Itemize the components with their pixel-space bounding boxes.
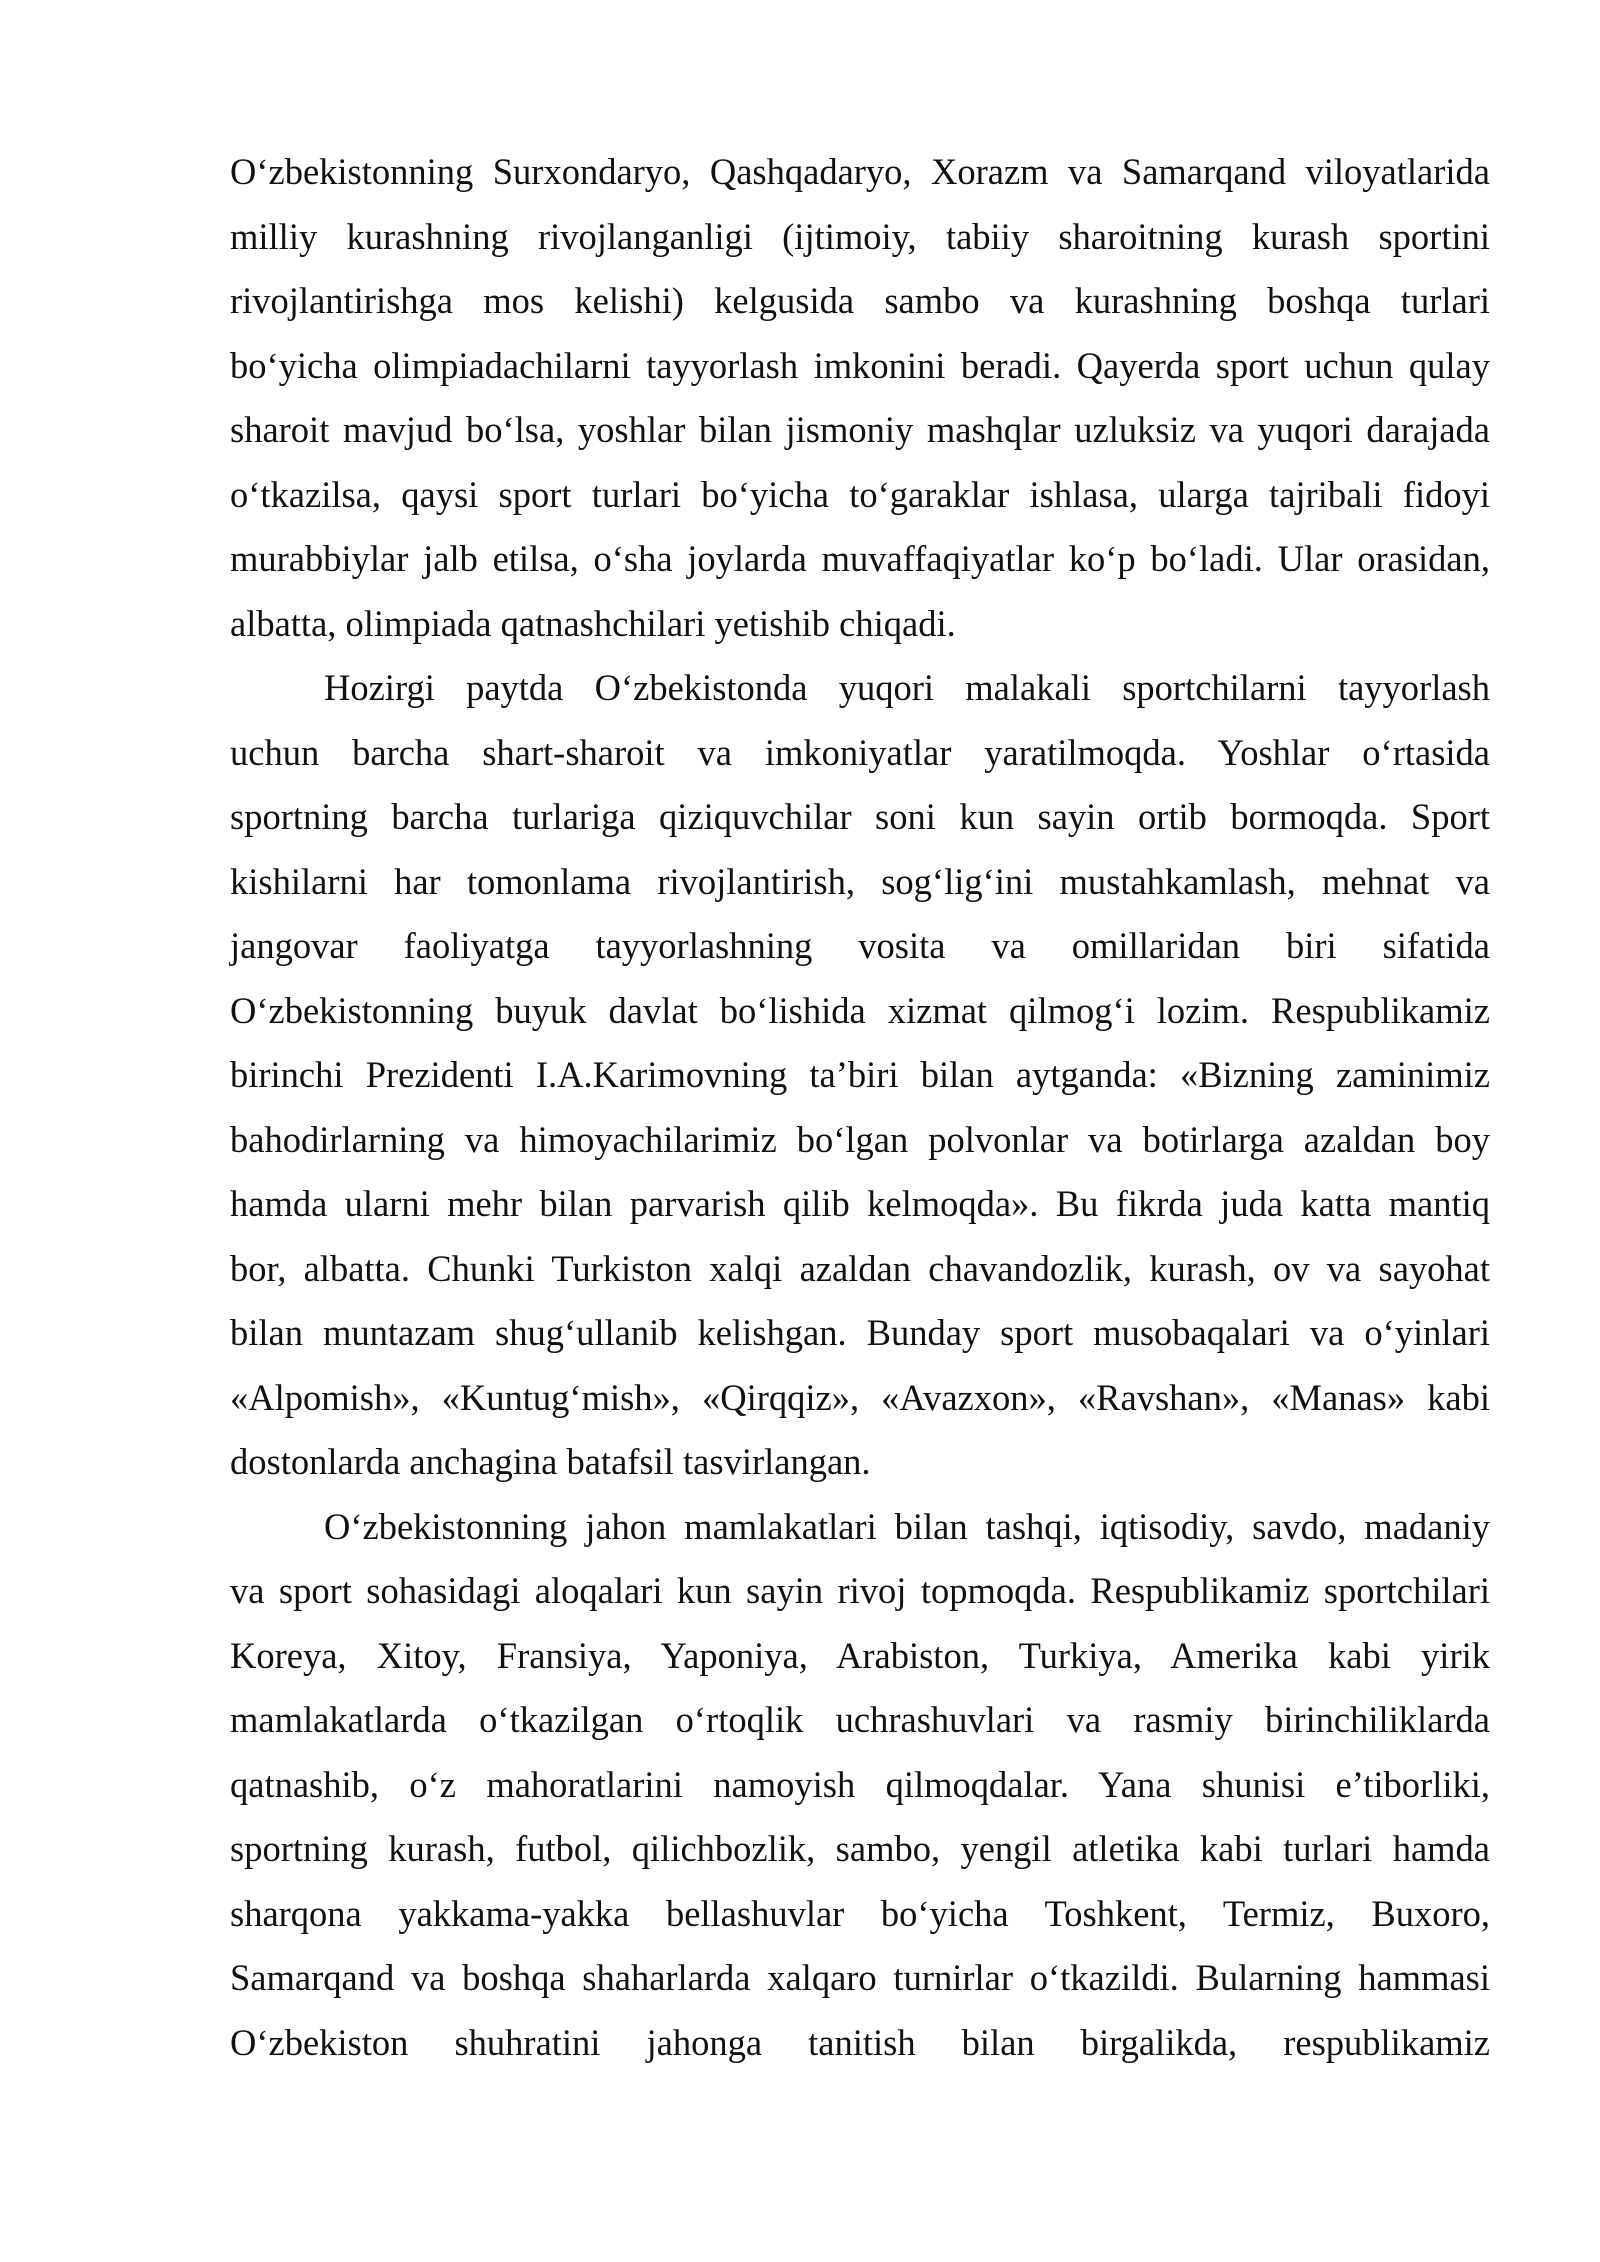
paragraph-3 [230,1495,1490,2076]
text-line: Hozirgi paytda O‘zbekistonda yuqori malakali sportchilarni tayyorlash [324,667,1490,708]
text-line: bor, albatta. Chunki Turkiston xalqi azaldan chavandozlik, kurash, ov va sayohat [230,1247,1490,1289]
text-line: mamlakatlarda o‘tkazilgan o‘rtoqlik uchrashuvlari va rasmiy birinchiliklarda [230,1699,1490,1740]
text-line: qatnashib, o‘z mahoratlarini namoyish qilmoqdalar. Yana shunisi e’tiborliki, [230,1763,1490,1805]
text-line: milliy kurashning rivojlanganligi (ijtimoiy, tabiiy sharoitning kurash sportini [230,215,1490,257]
paragraph-1 [230,140,1490,656]
text-line: sharqona yakkama-yakka bellashuvlar bo‘yicha Toshkent, Termiz, Buxoro, [230,1892,1490,1934]
text-line: bo‘yicha olimpiadachilarni tayyorlash imkonini beradi. Qayerda sport uchun qulay [230,344,1490,386]
paragraph-2 [230,656,1490,1495]
text-line: O‘zbekistonning Surxondaryo, Qashqadaryo, Xorazm va Samarqand viloyatlarida [230,151,1490,192]
text-line: uchun barcha shart-sharoit va imkoniyatlar yaratilmoqda. Yoshlar o‘rtasida [230,731,1490,773]
text-line: sportning kurash, futbol, qilichbozlik, sambo, yengil atletika kabi turlari hamda [230,1828,1490,1869]
text-line: sportning barcha turlariga qiziquvchilar soni kun sayin ortib bormoqda. Sport [230,796,1490,837]
text-line: albatta, olimpiada qatnashchilari yetishib chiqadi. [230,602,956,644]
text-line: kishilarni har tomonlama rivojlantirish, sog‘lig‘ini mustahkamlash, mehnat va [230,860,1490,902]
text-line: hamda ularni mehr bilan parvarish qilib kelmoqda». Bu fikrda juda katta mantiq [230,1183,1490,1224]
text-line: bahodirlarning va himoyachilarimiz bo‘lgan polvonlar va botirlarga azaldan boy [230,1118,1490,1160]
text-line: sharoit mavjud bo‘lsa, yoshlar bilan jismoniy mashqlar uzluksiz va yuqori darajada [230,409,1490,450]
text-line: O‘zbekiston shuhratini jahonga tanitish bilan birgalikda, respublikamiz [230,2021,1490,2063]
text-line: «Alpomish», «Kuntug‘mish», «Qirqqiz», «Avazxon», «Ravshan», «Manas» kabi [230,1376,1490,1418]
text-line: birinchi Prezidenti I.A.Karimovning ta’biri bilan aytganda: «Bizning zaminimiz [230,1054,1490,1095]
text-line: bilan muntazam shug‘ullanib kelishgan. Bunday sport musobaqalari va o‘yinlari [230,1312,1490,1353]
text-line: murabbiylar jalb etilsa, o‘sha joylarda muvaffaqiyatlar ko‘p bo‘ladi. Ular orasidan, [230,538,1490,579]
text-line: rivojlantirishga mos kelishi) kelgusida sambo va kurashning boshqa turlari [230,280,1490,321]
text-line: o‘tkazilsa, qaysi sport turlari bo‘yicha to‘garaklar ishlasa, ularga tajribali fidoyi [230,473,1490,515]
text-line: Koreya, Xitoy, Fransiya, Yaponiya, Arabiston, Turkiya, Amerika kabi yirik [230,1634,1490,1676]
text-line: dostonlarda anchagina batafsil tasvirlangan. [230,1441,871,1482]
document-page [230,140,1490,2075]
text-line: va sport sohasidagi aloqalari kun sayin rivoj topmoqda. Respublikamiz sportchilari [230,1570,1490,1611]
text-line: O‘zbekistonning buyuk davlat bo‘lishida xizmat qilmog‘i lozim. Respublikamiz [230,989,1490,1031]
text-line: jangovar faoliyatga tayyorlashning vosita va omillaridan biri sifatida [230,925,1490,966]
text-line: Samarqand va boshqa shaharlarda xalqaro turnirlar o‘tkazildi. Bularning hammasi [230,1957,1490,1998]
text-line: O‘zbekistonning jahon mamlakatlari bilan tashqi, iqtisodiy, savdo, madaniy [324,1505,1490,1547]
